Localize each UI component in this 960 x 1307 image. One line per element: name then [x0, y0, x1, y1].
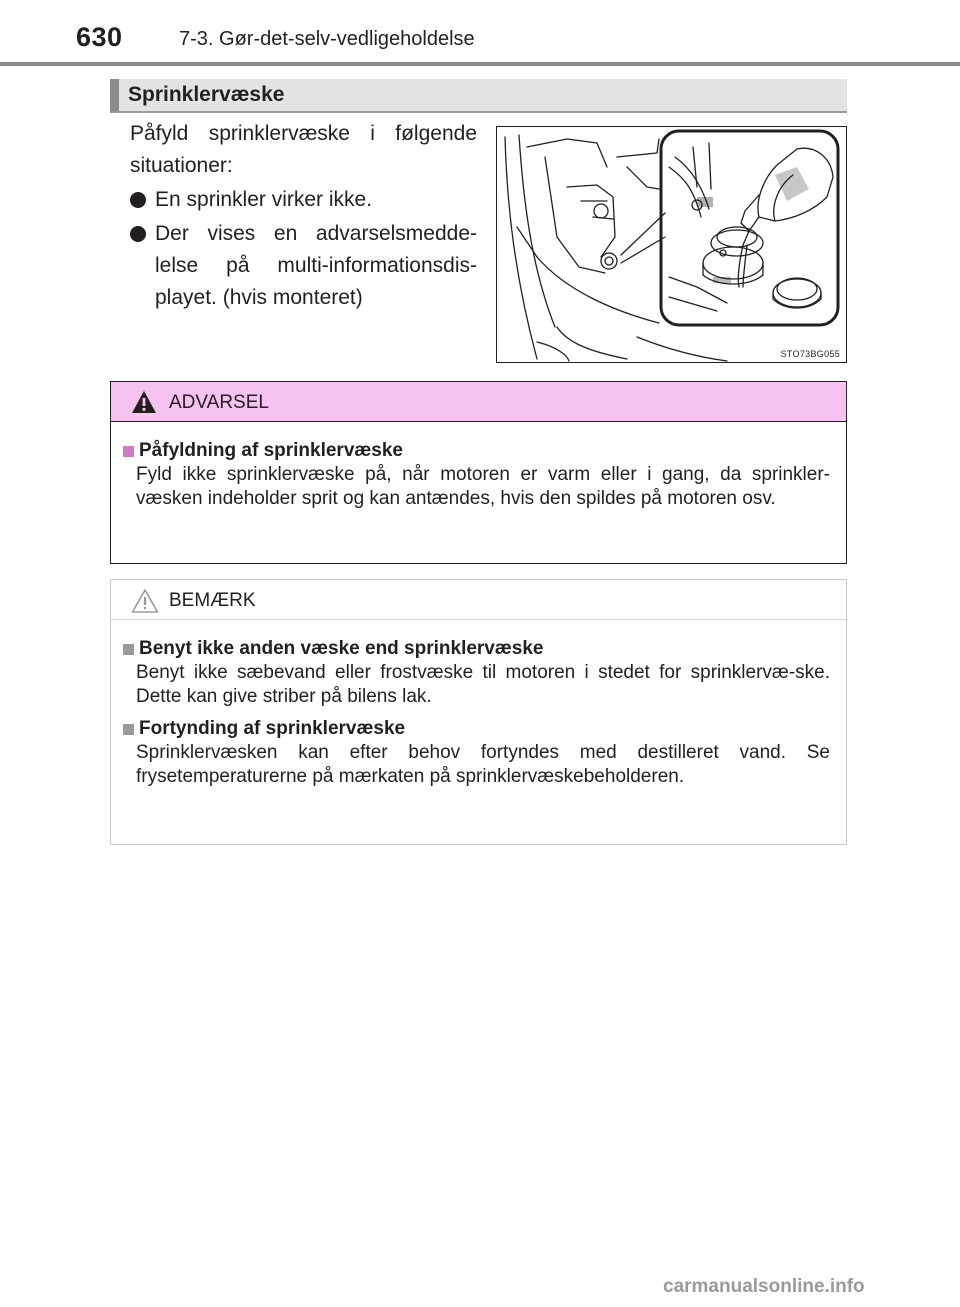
header-rule	[0, 62, 960, 66]
notice-callout	[110, 579, 847, 845]
section-heading-bar	[110, 79, 119, 111]
warning-item	[123, 439, 830, 511]
warning-body	[111, 422, 846, 535]
notice-item	[123, 637, 830, 709]
warning-triangle-icon	[131, 390, 157, 414]
notice-header	[111, 580, 846, 620]
watermark: carmanualsonline.info	[663, 1276, 865, 1297]
chapter-title: 7-3. Gør-det-selv-vedligeholdelse	[179, 28, 475, 50]
warning-item-text-content: Fyld ikke sprinklervæske på, når motoren er varm eller i gang, da sprinkler-væsken indeholder sprit og kan antændes, hvis den spildes på motoren osv.	[136, 464, 830, 509]
notice-item-title	[123, 717, 830, 741]
notice-body	[111, 620, 846, 813]
engine-bay-drawing	[497, 127, 846, 362]
washer-fluid-illustration	[496, 126, 847, 363]
notice-label: BEMÆRK	[169, 590, 256, 611]
intro-block	[130, 118, 477, 314]
section-title: Sprinklervæske	[128, 83, 285, 106]
warning-label: ADVARSEL	[169, 392, 269, 413]
section-heading	[110, 79, 847, 113]
square-bullet-icon	[123, 724, 134, 735]
notice-item-text	[123, 661, 830, 709]
square-bullet-icon	[123, 644, 134, 655]
warning-item-title	[123, 439, 830, 463]
page-number: 630	[76, 22, 123, 52]
figure-code: STO73BG055	[780, 349, 840, 359]
notice-item-text-content: Benyt ikke sæbevand eller frostvæske til motoren i stedet for sprinklervæ-ske. Dette kan give striber på bilens lak.	[136, 662, 830, 707]
bullet-dot-icon	[130, 226, 146, 242]
bullet-text: En sprinkler virker ikke.	[155, 188, 373, 211]
intro-text: Påfyld sprinklervæske i følgende situationer:	[130, 122, 477, 177]
notice-item-title	[123, 637, 830, 661]
notice-item-text-content: Sprinklervæsken kan efter behov fortyndes med destilleret vand. Se frysetemperaturerne på mærkaten på sprinklervæskebeholderen.	[136, 742, 830, 787]
bullet-item	[130, 218, 477, 314]
square-bullet-icon	[123, 446, 134, 457]
warning-item-text	[123, 463, 830, 511]
warning-item-title-text: Påfyldning af sprinklervæske	[139, 440, 403, 461]
notice-item-title-text: Benyt ikke anden væske end sprinklervæske	[139, 638, 544, 659]
bullet-item	[130, 184, 477, 216]
notice-item	[123, 717, 830, 789]
bullet-text: Der vises en advarselsmedde-lelse på multi-informationsdis-playet. (hvis monteret)	[155, 222, 477, 309]
warning-header	[111, 382, 846, 422]
notice-item-title-text: Fortynding af sprinklervæske	[139, 718, 406, 739]
warning-callout	[110, 381, 847, 564]
bullet-dot-icon	[130, 192, 146, 208]
notice-item-text	[123, 741, 830, 789]
notice-triangle-icon	[131, 588, 159, 614]
